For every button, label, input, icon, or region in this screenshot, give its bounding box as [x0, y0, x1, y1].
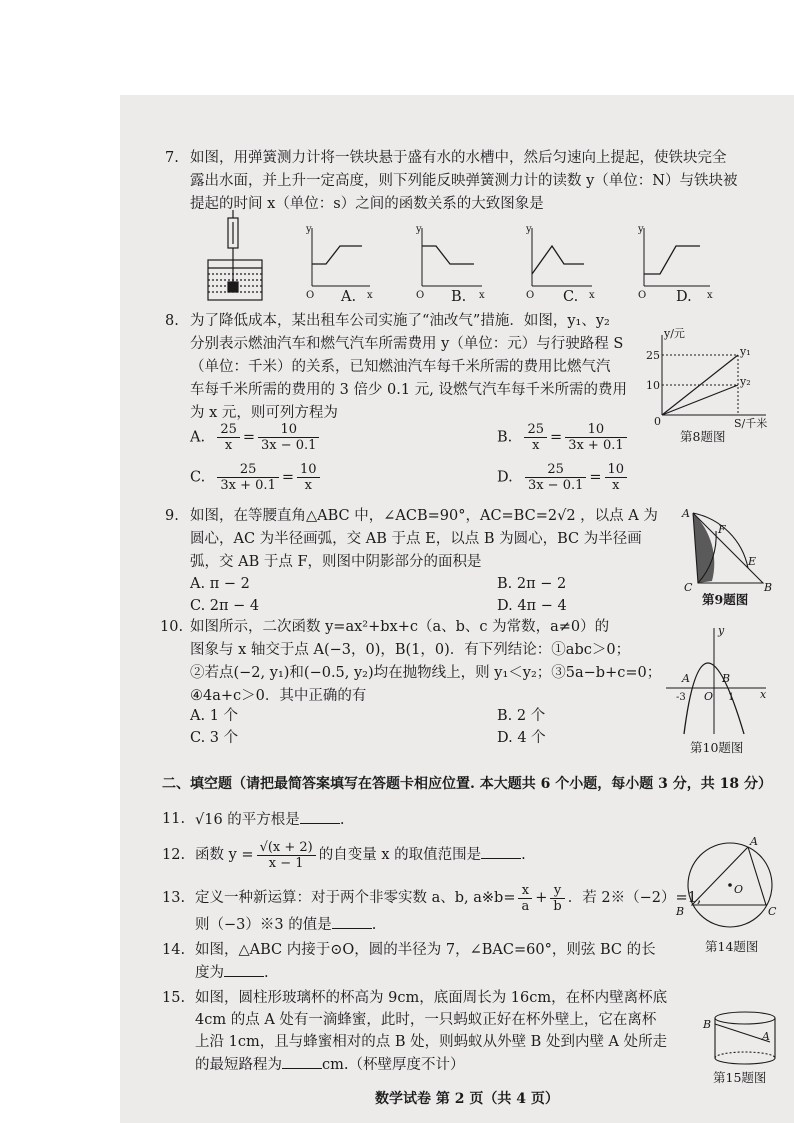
q10-line1: 如图所示，二次函数 y=ax²+bx+c（a、b、c 为常数，a≠0）的: [190, 619, 610, 635]
q9-label-b: B: [764, 581, 773, 593]
q14-label-o: O: [734, 883, 744, 896]
q15-line1: 如图，圆柱形玻璃杯的杯高为 9cm，底面周长为 16cm，在杯内壁离杯底: [195, 990, 668, 1006]
q14-line1: 如图，△ABC 内接于⊙O，圆的半径为 7，∠BAC=60°，则弦 BC 的长: [195, 942, 656, 958]
q15-caption: 第15题图: [713, 1070, 767, 1085]
q10-fig-b: B: [722, 672, 731, 685]
q12-number: 12.: [162, 847, 186, 863]
q12-answer-blank: [481, 844, 521, 859]
q7-number: 7.: [165, 150, 179, 166]
q10-fig-a: A: [682, 672, 690, 685]
q10-caption: 第10题图: [690, 740, 744, 755]
page-footer: 数学试卷 第 2 页（共 4 页）: [375, 1091, 559, 1107]
graph-option-a: [305, 224, 373, 301]
q12-text: 函数 y = $\frac{√(x + 2)}{x - 1}$ 的自变量 x 的取值范围是 .: [195, 839, 526, 871]
svg-text:y: y: [526, 224, 532, 235]
q15-line4: 的最短路程为 cm.（杯壁厚度不计）: [195, 1054, 464, 1075]
q15-figure: [700, 1010, 786, 1068]
q14-line2: 度为 .: [195, 962, 269, 983]
q8-fig-tick10: 10: [646, 379, 660, 392]
q9-line1: 如图，在等腰直角△ABC 中，∠ACB=90°，AC=BC=2√2 ，以点 A 为: [190, 508, 658, 524]
q8-fig-y1: y₁: [740, 345, 751, 358]
q8-option-a: A. $\frac{25}{x}$ = $\frac{10}{3x - 0.1}$: [190, 422, 322, 453]
q9-label-a: A: [682, 507, 690, 520]
q8-caption: 第8题图: [680, 429, 726, 444]
q14-label-b: B: [676, 905, 685, 918]
svg-text:x: x: [479, 290, 485, 301]
q7-option-c: C.: [563, 289, 579, 305]
q8-line5: 为 x 元，则可列方程为: [190, 405, 338, 421]
svg-text:x: x: [367, 290, 373, 301]
q10-option-a: A. 1 个: [190, 708, 239, 724]
q10-line2: 图象与 x 轴交于点 A(−3，0)，B(1，0)．有下列结论：①abc＞0；: [190, 642, 631, 658]
q10-fig-minus3: -3: [676, 692, 686, 703]
q10-number: 10.: [160, 619, 184, 635]
svg-text:y: y: [306, 224, 312, 235]
q9-option-c: C. 2π − 4: [190, 598, 260, 614]
q10-line4: ④4a+c＞0．其中正确的有: [190, 688, 367, 704]
svg-text:x: x: [707, 290, 713, 301]
q8-line4: 车每千米所需的费用的 3 倍少 0.1 元, 设燃气汽车每千米所需的费用: [190, 382, 627, 398]
q14-caption: 第14题图: [705, 939, 759, 954]
q8-line1: 为了降低成本，某出租车公司实施了“油改气”措施．如图，y₁、y₂: [190, 313, 610, 329]
q15-number: 15.: [162, 990, 186, 1006]
graph-option-c: [525, 224, 595, 301]
q14-number: 14.: [162, 942, 186, 958]
q7-option-b: B.: [451, 289, 467, 305]
q8-fig-tick25: 25: [646, 349, 660, 362]
q10-option-c: C. 3 个: [190, 730, 239, 746]
q15-line2: 4cm 的点 A 处有一滴蜂蜜，此时，一只蚂蚁正好在杯外壁上，它在离杯: [195, 1012, 657, 1028]
q7-option-d: D.: [676, 289, 692, 305]
q15-line3: 上沿 1cm，且与蜂蜜相对的点 B 处，则蚂蚁从外壁 B 处到内壁 A 处所走: [195, 1034, 668, 1050]
q9-number: 9.: [165, 508, 179, 524]
q8-line3: （单位：千米）的关系，已知燃油汽车每千米所需的费用比燃气汽: [190, 359, 611, 375]
q7-option-a: A.: [341, 289, 357, 305]
q9-option-a: A. π − 2: [190, 576, 250, 592]
svg-text:y: y: [638, 224, 644, 235]
q9-label-c: C: [684, 581, 693, 593]
q7-line1: 如图，用弹簧测力计将一铁块悬于盛有水的水槽中，然后匀速向上提起，使铁块完全: [190, 150, 727, 166]
q8-fig-xlabel: S/千米: [734, 417, 768, 430]
q9-option-d: D. 4π − 4: [497, 598, 567, 614]
svg-text:y: y: [416, 224, 422, 235]
q13-line2: 则（−3）※3 的值是 .: [195, 914, 376, 935]
q8-option-b: B. $\frac{25}{x}$ = $\frac{10}{3x + 0.1}$: [497, 422, 630, 453]
q13-line1: 定义一种新运算：对于两个非零实数 a、b, a※b= $\frac{x}{a}$ + $\frac{y}{b}$ ．若 2※（−2）=1,: [195, 882, 702, 914]
graph-option-d: [637, 224, 713, 301]
q10-figure: [662, 622, 774, 738]
q11-number: 11.: [162, 811, 186, 827]
svg-text:O: O: [638, 290, 647, 301]
q8-number: 8.: [165, 313, 179, 329]
svg-text:O: O: [416, 290, 425, 301]
q9-option-b: B. 2π − 2: [497, 576, 567, 592]
svg-text:O: O: [306, 290, 315, 301]
q11-text: √16 的平方根是 .: [195, 809, 344, 830]
q8-fig-y2: y₂: [740, 375, 751, 388]
q9-caption: 第9题图: [702, 592, 749, 607]
q10-line3: ②若点(−2, y₁)和(−0.5, y₂)均在抛物线上，则 y₁＜y₂；③5a−b+c=0；: [190, 665, 662, 681]
q13-answer-blank: [332, 914, 372, 929]
q10-fig-o: O: [704, 690, 714, 703]
svg-text:O: O: [526, 290, 535, 301]
q10-fig-y: y: [718, 624, 725, 637]
q9-line2: 圆心，AC 为半径画弧，交 AB 于点 E，以点 B 为圆心，BC 为半径画: [190, 531, 642, 547]
q8-figure: [640, 325, 775, 440]
q15-label-a: A: [762, 1030, 770, 1043]
q8-fig-origin: 0: [654, 415, 661, 428]
q14-label-a: A: [750, 835, 758, 848]
q9-line3: 弧，交 AB 于点 F，则图中阴影部分的面积是: [190, 554, 482, 570]
q10-option-b: B. 2 个: [497, 708, 546, 724]
q9-label-e: E: [748, 555, 757, 568]
q10-fig-x: x: [760, 688, 767, 701]
q11-answer-blank: [300, 809, 340, 824]
q7-line2: 露出水面，并上升一定高度，则下列能反映弹簧测力计的读数 y（单位：N）与铁块被: [190, 173, 738, 189]
q15-label-b: B: [703, 1018, 712, 1031]
q14-answer-blank: [224, 962, 264, 977]
spring-scale-tank-figure: [208, 210, 262, 300]
section-2-title: 二、填空题（请把最简答案填写在答题卡相应位置. 本大题共 6 个小题，每小题 3 分，共 18 分）: [162, 776, 772, 792]
q14-figure: [674, 833, 784, 933]
q8-fig-ylabel: y/元: [664, 327, 685, 340]
q10-fig-one: 1: [728, 692, 735, 703]
q15-answer-blank: [282, 1054, 322, 1069]
q8-option-d: D. $\frac{25}{3x - 0.1}$ = $\frac{10}{x}$: [497, 462, 630, 493]
graph-option-b: [415, 224, 485, 301]
q7-line3: 提起的时间 x（单位：s）之间的函数关系的大致图象是: [190, 196, 544, 212]
q14-label-c: C: [768, 905, 777, 918]
q8-option-c: C. $\frac{25}{3x + 0.1}$ = $\frac{10}{x}$: [190, 462, 323, 493]
svg-text:x: x: [589, 290, 595, 301]
q9-figure: [678, 503, 778, 593]
q9-label-f: F: [718, 523, 726, 536]
q10-option-d: D. 4 个: [497, 730, 546, 746]
q8-line2: 分别表示燃油汽车和燃气汽车所需费用 y（单位：元）与行驶路程 S: [190, 336, 624, 352]
q13-number: 13.: [162, 890, 186, 906]
